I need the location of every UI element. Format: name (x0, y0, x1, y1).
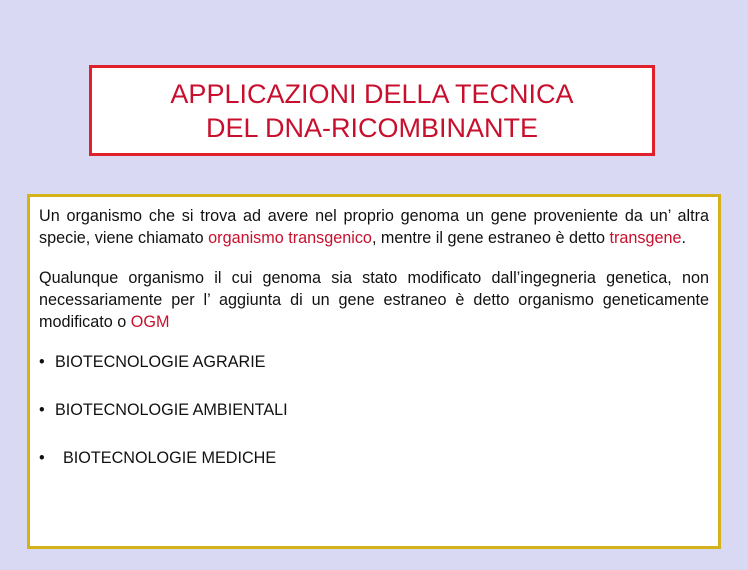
term-transgene: transgene (609, 229, 682, 247)
list-item-agrarie (39, 351, 709, 373)
paragraph-1-text-c: . (681, 229, 687, 247)
paragraph-1-text-b: , mentre il gene estraneo è detto (371, 229, 610, 247)
biotech-list (39, 351, 709, 469)
title-box (89, 65, 655, 156)
list-item-label: BIOTECNOLOGIE AGRARIE (55, 353, 266, 371)
paragraph-1-text-a: Un organismo che si trova ad avere nel proprio genoma un gene proveniente da un’ altra specie, viene chiamato (39, 207, 709, 247)
bullet-icon: • (39, 449, 45, 467)
paragraph-ogm (39, 267, 709, 333)
list-item-label: BIOTECNOLOGIE MEDICHE (63, 449, 277, 467)
content-box (27, 194, 721, 549)
term-organismo-transgenico: organismo transgenico (208, 229, 372, 247)
term-ogm: OGM (130, 313, 170, 331)
title-line-1: APPLICAZIONI DELLA TECNICA (170, 78, 574, 109)
paragraph-transgenic (39, 205, 709, 249)
bullet-icon: • (39, 401, 45, 419)
list-item-label: BIOTECNOLOGIE AMBIENTALI (55, 401, 288, 419)
list-item-ambientali (39, 399, 709, 421)
list-item-mediche (39, 447, 709, 469)
bullet-icon: • (39, 353, 45, 371)
title-line-2: DEL DNA-RICOMBINANTE (205, 112, 539, 143)
paragraph-2-text: Qualunque organismo il cui genoma sia stato modificato dall’ingegneria genetica, non necessariamente per l’ aggiunta di un gene estraneo è detto organismo geneticamente modificato o (39, 269, 709, 331)
